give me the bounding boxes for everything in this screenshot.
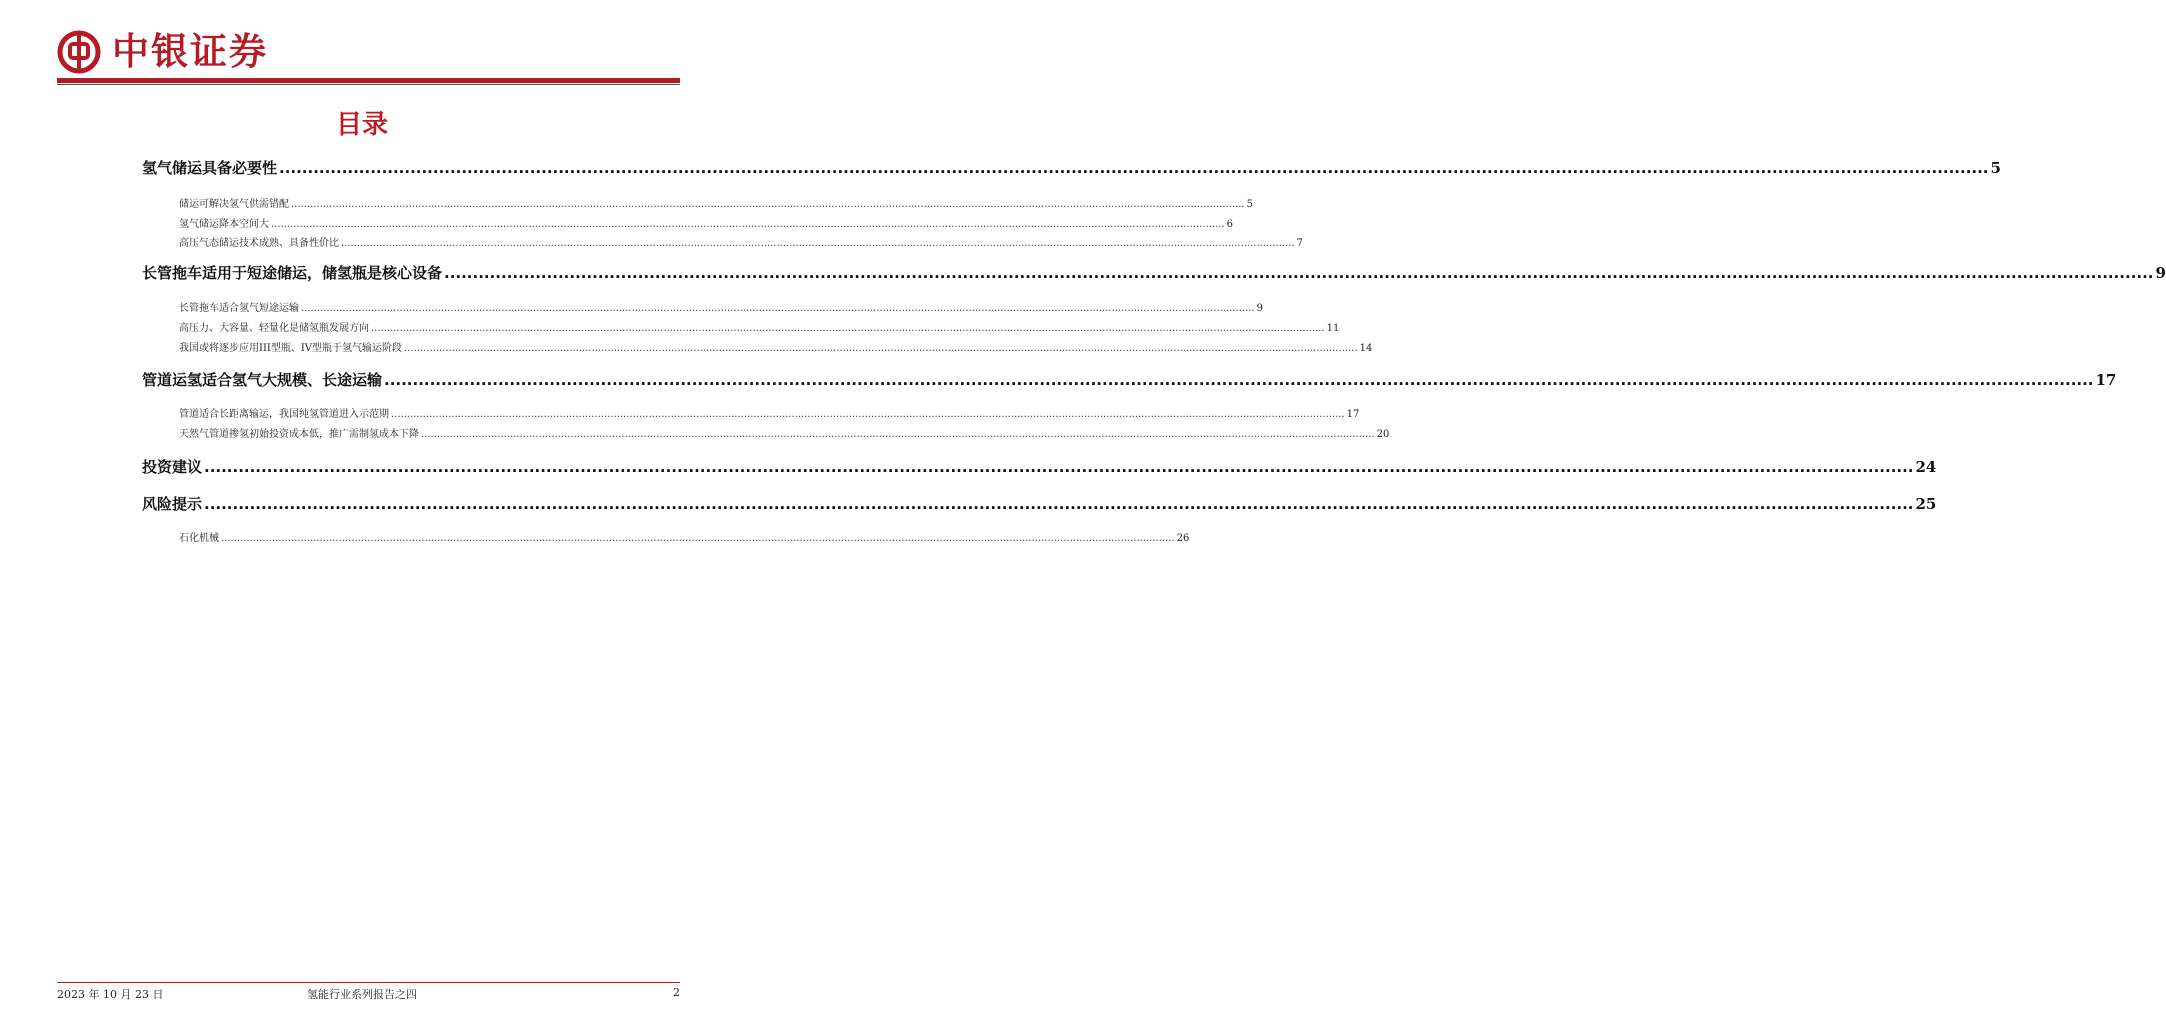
toc-entry-label: 天然气管道掺氢初始投资成本低，推广需制氢成本下降 — [179, 429, 419, 440]
footer-date: 2023 年 10 月 23 日 — [57, 988, 164, 1001]
toc-subsection-entry[interactable] — [179, 195, 1253, 210]
toc-entry-label: 长管拖车适合氢气短途运输 — [179, 303, 299, 314]
report-header — [0, 0, 724, 90]
toc-subsection-entry[interactable] — [179, 339, 1373, 354]
footer-rule — [57, 982, 680, 983]
toc-entry-label: 氢气储运具备必要性 — [142, 159, 278, 177]
brand-name: 中银证券 — [112, 29, 268, 73]
toc-subsection-entry[interactable] — [179, 529, 1190, 544]
toc-entry-label: 高压气态储运技术成熟、具备性价比 — [179, 238, 339, 249]
toc-entry-page: 9 — [1256, 303, 1263, 314]
toc-entry-label: 长管拖车适用于短途储运，储氢瓶是核心设备 — [142, 264, 443, 282]
toc-dot-leader: ............................................................................................................................................................................................................................................................................................................ — [384, 371, 2094, 389]
toc-subsection-entry[interactable] — [179, 405, 1360, 420]
toc-entry-label: 风险提示 — [142, 495, 203, 513]
toc-dot-leader: ............................................................................................................................................................................................................................................................................................................ — [391, 409, 1345, 420]
header-rule — [57, 78, 680, 83]
toc-dot-leader: ............................................................................................................................................................................................................................................................................................................ — [421, 429, 1375, 440]
toc-title: 目录 — [335, 110, 388, 140]
toc-dot-leader: ............................................................................................................................................................................................................................................................................................................ — [301, 303, 1255, 314]
bank-of-china-logo-icon — [57, 30, 101, 74]
toc-section-entry[interactable] — [142, 493, 1937, 514]
toc-entry-page: 14 — [1359, 343, 1373, 354]
footer-page-number: 2 — [673, 986, 680, 999]
toc-entry-label: 氢气储运降本空间大 — [179, 219, 269, 230]
toc-dot-leader: ............................................................................................................................................................................................................................................................................................................ — [221, 533, 1175, 544]
toc-dot-leader: ............................................................................................................................................................................................................................................................................................................ — [279, 159, 1989, 177]
toc-entry-label: 我国或将逐步应用III型瓶、IV型瓶于氢气输运阶段 — [179, 343, 403, 354]
toc-entry-label: 投资建议 — [142, 458, 203, 476]
toc-entry-page: 9 — [2155, 264, 2166, 282]
toc-dot-leader: ............................................................................................................................................................................................................................................................................................................ — [444, 264, 2154, 282]
toc-dot-leader: ............................................................................................................................................................................................................................................................................................................ — [404, 343, 1358, 354]
toc-dot-leader: ............................................................................................................................................................................................................................................................................................................ — [204, 495, 1914, 513]
toc-entry-label: 管道运氢适合氢气大规模、长途运输 — [142, 371, 383, 389]
toc-section-entry[interactable] — [142, 369, 2117, 390]
toc-entry-page: 7 — [1296, 238, 1303, 249]
toc-entry-page: 17 — [2095, 371, 2117, 389]
toc-section-entry[interactable] — [142, 157, 2001, 178]
toc-entry-page: 24 — [1915, 458, 1937, 476]
header-rule-thin — [57, 84, 680, 85]
toc-subsection-entry[interactable] — [179, 319, 1340, 334]
toc-entry-page: 25 — [1915, 495, 1937, 513]
toc-entry-page: 17 — [1346, 409, 1360, 420]
toc-subsection-entry[interactable] — [179, 425, 1390, 440]
toc-subsection-entry[interactable] — [179, 299, 1263, 314]
toc-dot-leader: ............................................................................................................................................................................................................................................................................................................ — [204, 458, 1914, 476]
toc-subsection-entry[interactable] — [179, 215, 1233, 230]
toc-entry-page: 5 — [1246, 199, 1253, 210]
toc-dot-leader: ............................................................................................................................................................................................................................................................................................................ — [371, 323, 1325, 334]
toc-section-entry[interactable] — [142, 262, 2166, 283]
toc-entry-label: 管道适合长距离输运，我国纯氢管道进入示范期 — [179, 409, 389, 420]
toc-dot-leader: ............................................................................................................................................................................................................................................................................................................ — [341, 238, 1295, 249]
toc-entry-page: 26 — [1176, 533, 1190, 544]
toc-entry-page: 20 — [1376, 429, 1390, 440]
toc-dot-leader: ............................................................................................................................................................................................................................................................................................................ — [291, 199, 1245, 210]
footer-series-title: 氢能行业系列报告之四 — [307, 988, 417, 1001]
toc-entry-label: 高压力、大容量、轻量化是储氢瓶发展方向 — [179, 323, 369, 334]
toc-dot-leader: ............................................................................................................................................................................................................................................................................................................ — [271, 219, 1225, 230]
toc-entry-label: 石化机械 — [179, 533, 219, 544]
toc-entry-page: 6 — [1226, 219, 1233, 230]
toc-section-entry[interactable] — [142, 456, 1937, 477]
toc-entry-page: 11 — [1326, 323, 1340, 334]
toc-entry-label: 储运可解决氢气供需错配 — [179, 199, 289, 210]
toc-subsection-entry[interactable] — [179, 234, 1303, 249]
toc-entry-page: 5 — [1990, 159, 2001, 177]
